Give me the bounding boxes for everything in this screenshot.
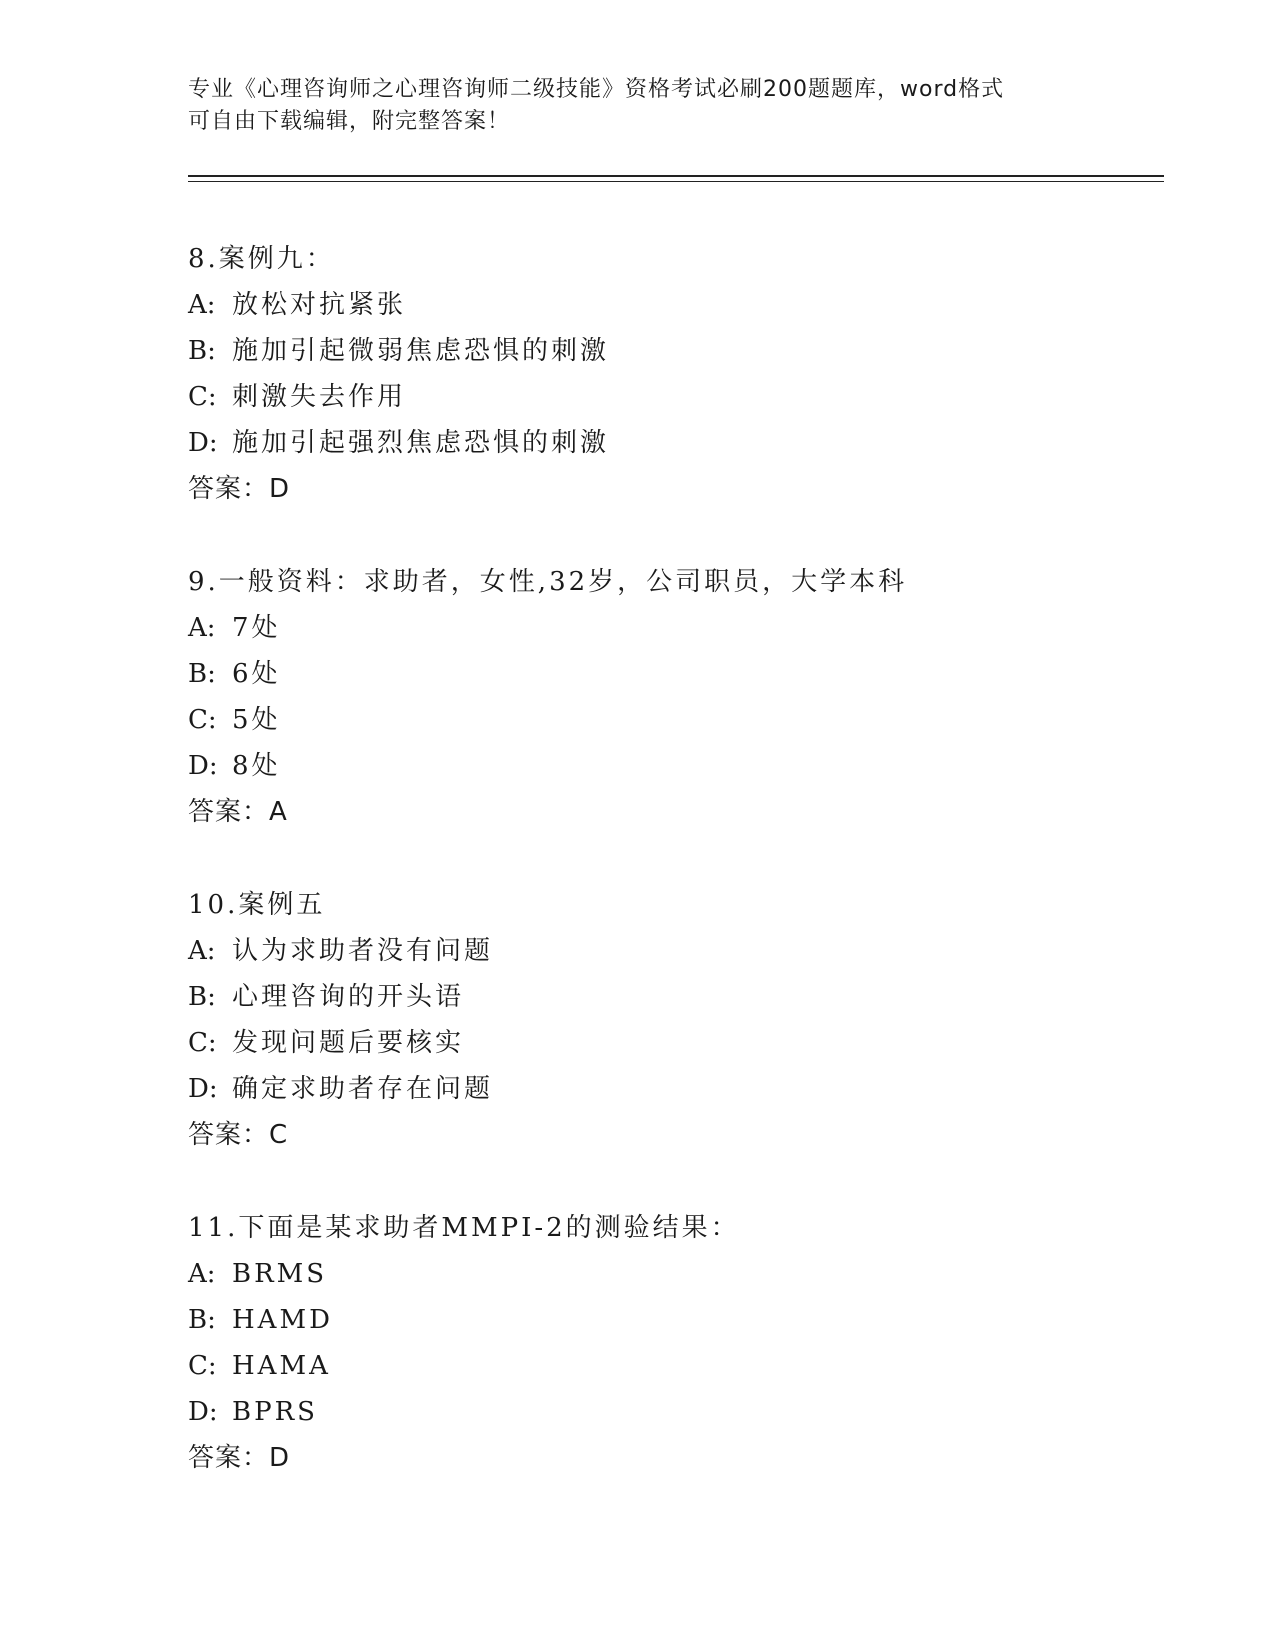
option-key: A: [188, 936, 216, 966]
option-key: D: [188, 1074, 218, 1104]
option-text: 施加引起强烈焦虑恐惧的刺激 [232, 428, 610, 458]
option-key: A: [188, 1259, 216, 1289]
option-b [188, 328, 1148, 374]
option-b [188, 651, 1148, 697]
option-text: 8处 [232, 751, 281, 781]
option-text: 确定求助者存在问题 [232, 1074, 494, 1104]
question-title: 10.案例五 [188, 890, 326, 920]
option-text: 放松对抗紧张 [232, 290, 407, 320]
answer-line: 答案：A [188, 797, 288, 827]
question-11 [188, 1205, 1148, 1481]
question-8 [188, 236, 1148, 512]
option-key: B: [188, 659, 216, 689]
option-d [188, 1389, 1148, 1435]
header-divider-bottom [188, 181, 1164, 182]
option-key: A: [188, 290, 216, 320]
option-key: A: [188, 613, 216, 643]
option-key: C: [188, 1028, 217, 1058]
option-text: 6处 [232, 659, 281, 689]
option-key: B: [188, 1305, 216, 1335]
question-title: 8.案例九： [188, 244, 335, 274]
option-b [188, 1297, 1148, 1343]
option-key: D: [188, 751, 218, 781]
option-d [188, 743, 1148, 789]
option-key: B: [188, 982, 216, 1012]
option-key: C: [188, 1351, 217, 1381]
document-header [188, 74, 1088, 138]
option-text: 心理咨询的开头语 [232, 982, 465, 1012]
option-text: BPRS [232, 1397, 318, 1427]
question-list [188, 236, 1148, 1528]
option-key: D: [188, 1397, 218, 1427]
option-key: B: [188, 336, 216, 366]
header-divider-top [188, 175, 1164, 177]
option-text: BRMS [232, 1259, 328, 1289]
option-c [188, 1020, 1148, 1066]
option-text: 施加引起微弱焦虑恐惧的刺激 [232, 336, 610, 366]
option-key: D: [188, 428, 218, 458]
question-10 [188, 882, 1148, 1158]
option-text: 认为求助者没有问题 [232, 936, 494, 966]
option-text: HAMD [232, 1305, 333, 1335]
header-line-2: 可自由下载编辑，附完整答案！ [188, 109, 511, 134]
option-d [188, 1066, 1148, 1112]
header-line-1: 专业《心理咨询师之心理咨询师二级技能》资格考试必刷200题题库，word格式 [188, 77, 1005, 102]
option-d [188, 420, 1148, 466]
answer-line: 答案：D [188, 1443, 291, 1473]
option-text: 5处 [232, 705, 281, 735]
option-a [188, 605, 1148, 651]
question-title: 11.下面是某求助者MMPI-2的测验结果： [188, 1213, 740, 1243]
option-c [188, 1343, 1148, 1389]
option-key: C: [188, 382, 217, 412]
option-text: HAMA [232, 1351, 331, 1381]
question-title: 9.一般资料：求助者，女性,32岁，公司职员，大学本科 [188, 567, 908, 597]
answer-line: 答案：D [188, 474, 291, 504]
option-a [188, 1251, 1148, 1297]
option-b [188, 974, 1148, 1020]
option-c [188, 374, 1148, 420]
question-9 [188, 559, 1148, 835]
option-text: 发现问题后要核实 [232, 1028, 465, 1058]
option-text: 7处 [232, 613, 281, 643]
option-text: 刺激失去作用 [232, 382, 407, 412]
option-a [188, 928, 1148, 974]
answer-line: 答案：C [188, 1120, 289, 1150]
option-c [188, 697, 1148, 743]
option-key: C: [188, 705, 217, 735]
option-a [188, 282, 1148, 328]
